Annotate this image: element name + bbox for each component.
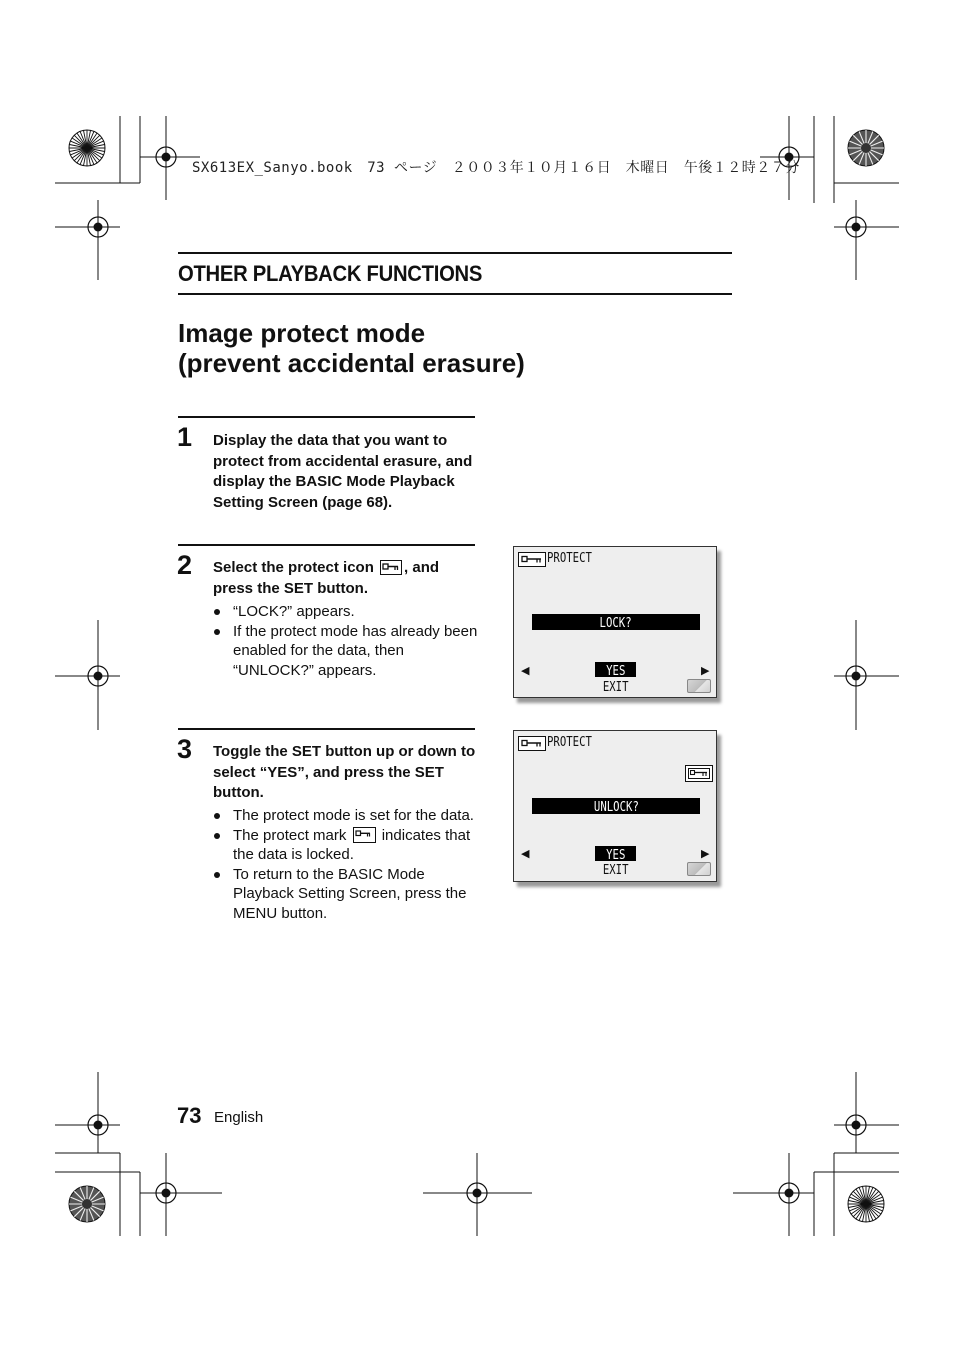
section-title: OTHER PLAYBACK FUNCTIONS — [178, 261, 483, 286]
page-title — [178, 318, 738, 378]
section-rule-top — [178, 252, 732, 254]
lcd-prompt-text: LOCK? — [599, 616, 633, 631]
protect-key-icon — [518, 552, 546, 567]
step-3-bullet-3: To return to the BASIC Mode Playback Setting Screen, press the MENU button. — [213, 865, 479, 924]
step-2-bullet-1: “LOCK?” appears. — [213, 602, 479, 622]
lcd-prompt — [532, 798, 700, 814]
step-3-bullet-2 — [213, 826, 479, 865]
step-3-bullet-1: The protect mode is set for the data. — [213, 806, 479, 826]
lcd-screen-lock — [513, 546, 717, 698]
step-3-bullet-2-before: The protect mark — [233, 826, 347, 844]
lcd-option-yes — [595, 846, 636, 861]
lcd-header: PROTECT — [547, 551, 592, 566]
battery-icon — [687, 862, 711, 876]
right-arrow-icon: ▶ — [701, 665, 710, 677]
left-arrow-icon: ◀ — [521, 848, 530, 860]
step-2-text — [213, 558, 479, 599]
protect-mark-icon — [353, 827, 376, 843]
step-3-bullets — [213, 806, 479, 923]
section-rule-bottom — [178, 293, 732, 295]
battery-icon — [687, 679, 711, 693]
step-1-number: 1 — [177, 422, 193, 452]
step-3-text: Toggle the SET button up or down to select “YES”, and press the SET button. — [213, 743, 476, 801]
step-2-bullets — [213, 602, 479, 680]
lcd-option-yes-text: YES — [605, 664, 626, 679]
step-3-bullet-2-after: indicates that the data is locked. — [233, 826, 471, 863]
page-language: English — [214, 1109, 264, 1126]
right-arrow-icon: ▶ — [701, 848, 710, 860]
step-2-rule — [178, 544, 475, 546]
lcd-option-yes — [595, 662, 636, 677]
protect-key-icon — [380, 560, 402, 575]
page-title-line1: Image protect mode — [178, 318, 426, 348]
step-2-text-before: Select the protect icon — [213, 559, 374, 576]
step-3-number: 3 — [177, 734, 193, 764]
lcd-screen-unlock — [513, 730, 717, 882]
lcd-option-yes-text: YES — [605, 848, 626, 863]
step-2-text-after: , and press the SET button. — [213, 559, 440, 597]
step-1-text: Display the data that you want to protect from accidental erasure, and display the BASIC Mode Playback Setting Screen (page 68). — [213, 432, 473, 511]
lcd-header: PROTECT — [547, 735, 592, 750]
left-arrow-icon: ◀ — [521, 665, 530, 677]
lcd-option-exit-text: EXIT — [603, 680, 629, 695]
lock-mark-icon — [685, 765, 713, 782]
step-2-number: 2 — [177, 550, 193, 580]
step-3-rule — [178, 728, 475, 730]
lcd-option-exit-text: EXIT — [603, 863, 629, 878]
lcd-prompt — [532, 614, 700, 630]
lcd-prompt-text: UNLOCK? — [593, 800, 639, 815]
page-title-line2: (prevent accidental erasure) — [178, 348, 525, 378]
protect-key-icon — [518, 736, 546, 751]
step-1-rule — [178, 416, 475, 418]
step-2-bullet-2: If the protect mode has already been enabled for the data, then “UNLOCK?” appears. — [213, 622, 479, 681]
print-header: SX613EX_Sanyo.book 73 ページ ２００３年１０月１６日 木曜日 午後１２時２７分 — [192, 160, 800, 176]
page-number: 73 — [177, 1103, 202, 1128]
